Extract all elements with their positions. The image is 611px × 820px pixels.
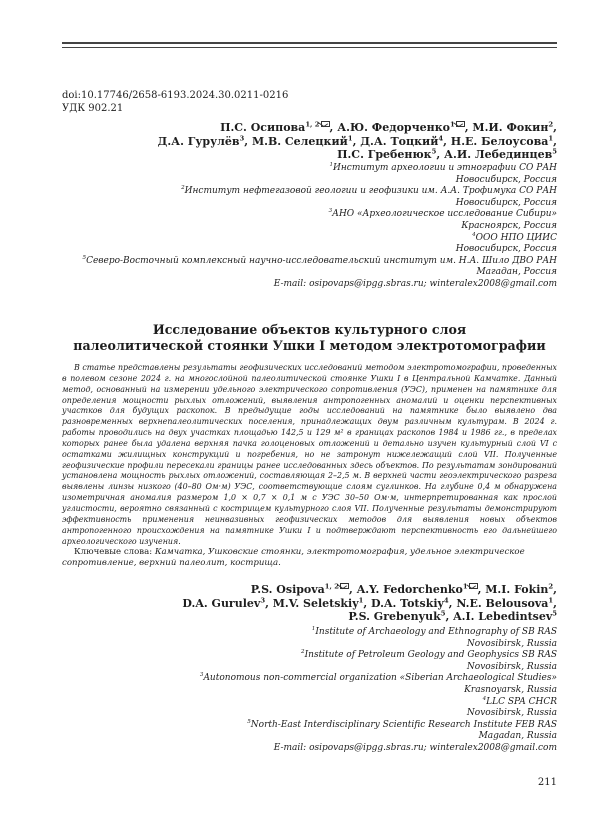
author-name: , А.Ю. Федорченко [329,121,450,134]
author-line [87,597,557,611]
affiliation-name [77,163,557,175]
affiliation-name [77,720,557,732]
authors-ru [87,121,557,162]
affiliation-text: Institute of Archaeology and Ethnography of SB RAS [315,627,557,637]
author-name: , [553,596,557,610]
author-affiliation-mark: 5 [552,147,557,156]
affiliations-ru-list [77,163,557,279]
affiliation-name [77,186,557,198]
affiliation-mark: 3 [199,672,204,679]
affiliation-city: Novosibirsk, Russia [466,708,557,719]
author-line [87,135,557,149]
affiliations-en [77,627,557,755]
author-affiliation-mark: 1, 2 [324,582,340,591]
affiliation-city: Магадан, Россия [476,267,557,278]
header-rule [62,42,557,48]
affiliation-name [77,673,557,685]
author-name: , [553,134,557,148]
author-name: D.A. Gurulev [182,596,261,610]
affiliation-text: Institute of Petroleum Geology and Geophysics SB RAS [304,650,557,661]
affiliations-en-list [77,627,557,743]
affiliation-text: АНО «Археологическое исследование Сибири» [332,209,557,220]
author-name: , [553,583,557,596]
article-title [62,322,557,354]
doi: doi:10.17746/2658-6193.2024.30.0211-0216 [62,90,289,101]
author-affiliation-mark: 1 [347,133,353,142]
author-name: П.С. Осипова [220,121,306,134]
affiliation-name [77,697,557,709]
affiliation-city: Magadan, Russia [478,731,557,742]
affiliation-city: Krasnoyarsk, Russia [464,684,557,695]
affiliation-name [77,256,557,268]
author-affiliation-mark: 5 [440,609,446,618]
affiliation-mark: 1 [329,162,333,168]
affiliation-text: Институт археологии и этнографии СО РАН [333,163,557,173]
author-affiliation-mark: 5 [431,147,437,156]
affiliation-city: Novosibirsk, Russia [466,661,557,672]
affiliation-name [77,209,557,221]
author-name: P.S. Osipova [250,583,325,596]
author-name: , A.I. Lebedintsev [445,610,553,623]
author-name: Д.А. Гурулёв [157,134,240,148]
email-en: E-mail: osipovaps@ipgg.sbras.ru; winteralex2008@gmail.com [273,742,557,753]
author-affiliation-mark: 1 [548,133,554,142]
author-line [87,148,557,162]
affiliation-text: Северо-Восточный комплексный научно-исследовательский институт им. Н.А. Шило ДВО РАН [86,255,557,266]
author-affiliation-mark: 1 [450,120,455,129]
affiliation-mark: 2 [301,649,305,656]
keywords-text: Камчатка, Ушковские стоянки, электротомография, удельное электрическое сопротивление, верхний палеолит, кострища. [62,547,525,568]
affiliation-mark: 1 [311,626,316,632]
envelope-icon [456,121,465,127]
affiliation-city: Новосибирск, Россия [455,244,557,255]
keywords-label: Ключевые слова: [74,547,155,557]
envelope-icon [321,121,330,127]
affiliation-mark: 4 [482,695,487,702]
authors-en [87,583,557,624]
affiliation-mark: 2 [181,185,185,192]
author-affiliation-mark: 2 [548,582,554,591]
affiliation-mark: 3 [328,208,333,215]
author-affiliation-mark: 3 [239,133,245,142]
author-name: , D.A. Totskiy [363,596,444,610]
author-name: , Н.Е. Белоусова [443,134,549,148]
author-name: , Д.А. Тоцкий [352,134,439,148]
author-line [87,610,557,624]
affiliation-city: Novosibirsk, Russia [466,638,557,649]
affiliation-name [77,233,557,245]
title-line-1: Исследование объектов культурного слоя [152,322,467,337]
envelope-icon [469,583,478,589]
keywords [62,547,557,569]
author-affiliation-mark: 4 [438,133,444,142]
affiliation-mark: 5 [82,254,87,261]
affiliation-text: Институт нефтегазовой геологии и геофизики им. А.А. Трофимука СО РАН [184,186,557,197]
affiliation-name [77,650,557,662]
affiliations-ru [77,163,557,291]
affiliation-text: Autonomous non-commercial organization «Siberian Archaeological Studies» [203,673,557,684]
author-affiliation-mark: 1, 2 [305,120,320,129]
author-name: , M.I. Fokin [477,583,549,596]
author-name: , M.V. Seletskiy [265,596,359,610]
affiliation-mark: 5 [247,718,251,725]
affiliation-mark: 4 [472,231,476,238]
affiliation-text: North-East Interdisciplinary Scientific Research Institute FEB RAS [250,719,557,730]
author-affiliation-mark: 1 [358,595,364,604]
author-name: , N.E. Belousova [448,596,549,610]
author-name: , A.Y. Fedorchenko [349,583,463,596]
author-name: , М.В. Селецкий [244,134,348,148]
email-ru: E-mail: osipovaps@ipgg.sbras.ru; winteralex2008@gmail.com [273,278,557,289]
envelope-icon [340,583,349,589]
affiliation-text: LLC SPA CHCR [486,696,557,707]
author-affiliation-mark: 3 [260,595,266,604]
udk-code: УДК 902.21 [62,103,124,114]
title-line-2: палеолитической стоянки Ушки I методом электротомографии [73,338,546,353]
author-affiliation-mark: 1 [462,582,468,591]
author-line [87,583,557,597]
author-affiliation-mark: 4 [443,595,449,604]
affiliation-city: Новосибирск, Россия [455,174,557,185]
author-affiliation-mark: 1 [548,595,554,604]
author-name: , М.И. Фокин [464,121,549,134]
author-name: П.С. Гребенюк [337,148,432,161]
affiliation-name [77,627,557,639]
abstract: В статье представлены результаты геофизических исследований методом электротомографии, проведенных в полевом сезоне 2024 г. на многослойной палеолитической стоянке Ушки I в Центральной Камчатке. Данный метод, основанный на измерении удельного электрического сопротивления (УЭС), применен на памятнике для определения мощности рыхлых отложений, выявления антропогенных аномалий и оценки перспективных участков для будущих раскопок. В предыдущие годы исследований на памятнике было выявлено два разновременных верхнепалеолитических поселения, принадлежащих двум различным культурам. В 2024 г. работы проводились на двух участках площадью 142,5 и 129 м² в границах раскопов 1984 и 1986 гг., в пределах которых ранее была удалена верхняя пачка голоценовых отложений и детально изучен культурный слой VI с остатками жилищных конструкций и погребения, но не затронут нижележащий слой VII. Полученные геофизические профили пересекали границы ранее исследованных здесь объектов. По результатам зондирований установлена мощность рыхлых отложений, составляющая 2–2,5 м. В верхней части геоэлектрического разреза выявлены линзы низкого (40–80 Ом·м) УЭС, соответствующие слоям суглинков. На глубине 0,4 м обнаружена изометричная аномалия размером 1,0 × 0,7 × 0,1 м с УЭС 30–50 Ом·м, интерпретированная как прослой углистости, вероятно связанный с кострищем культурного слоя VII. Полученные результаты демонстрируют эффективность применения неинвазивных геофизических методов для выявления новых объектов антропогенного происхождения на памятнике Ушки I и подтверждают перспективность его дальнейшего археологического изучения. [62,363,557,546]
affiliation-city: Красноярск, Россия [461,220,557,231]
author-affiliation-mark: 2 [548,120,554,129]
author-name: , [553,121,557,134]
author-affiliation-mark: 5 [552,609,557,618]
affiliation-text: ООО НПО ЦИИС [475,232,557,243]
affiliation-city: Новосибирск, Россия [455,197,557,208]
author-name: P.S. Grebenyuk [348,610,441,623]
author-line [87,121,557,135]
author-name: , А.И. Лебединцев [436,148,553,161]
page-number: 211 [537,777,557,788]
